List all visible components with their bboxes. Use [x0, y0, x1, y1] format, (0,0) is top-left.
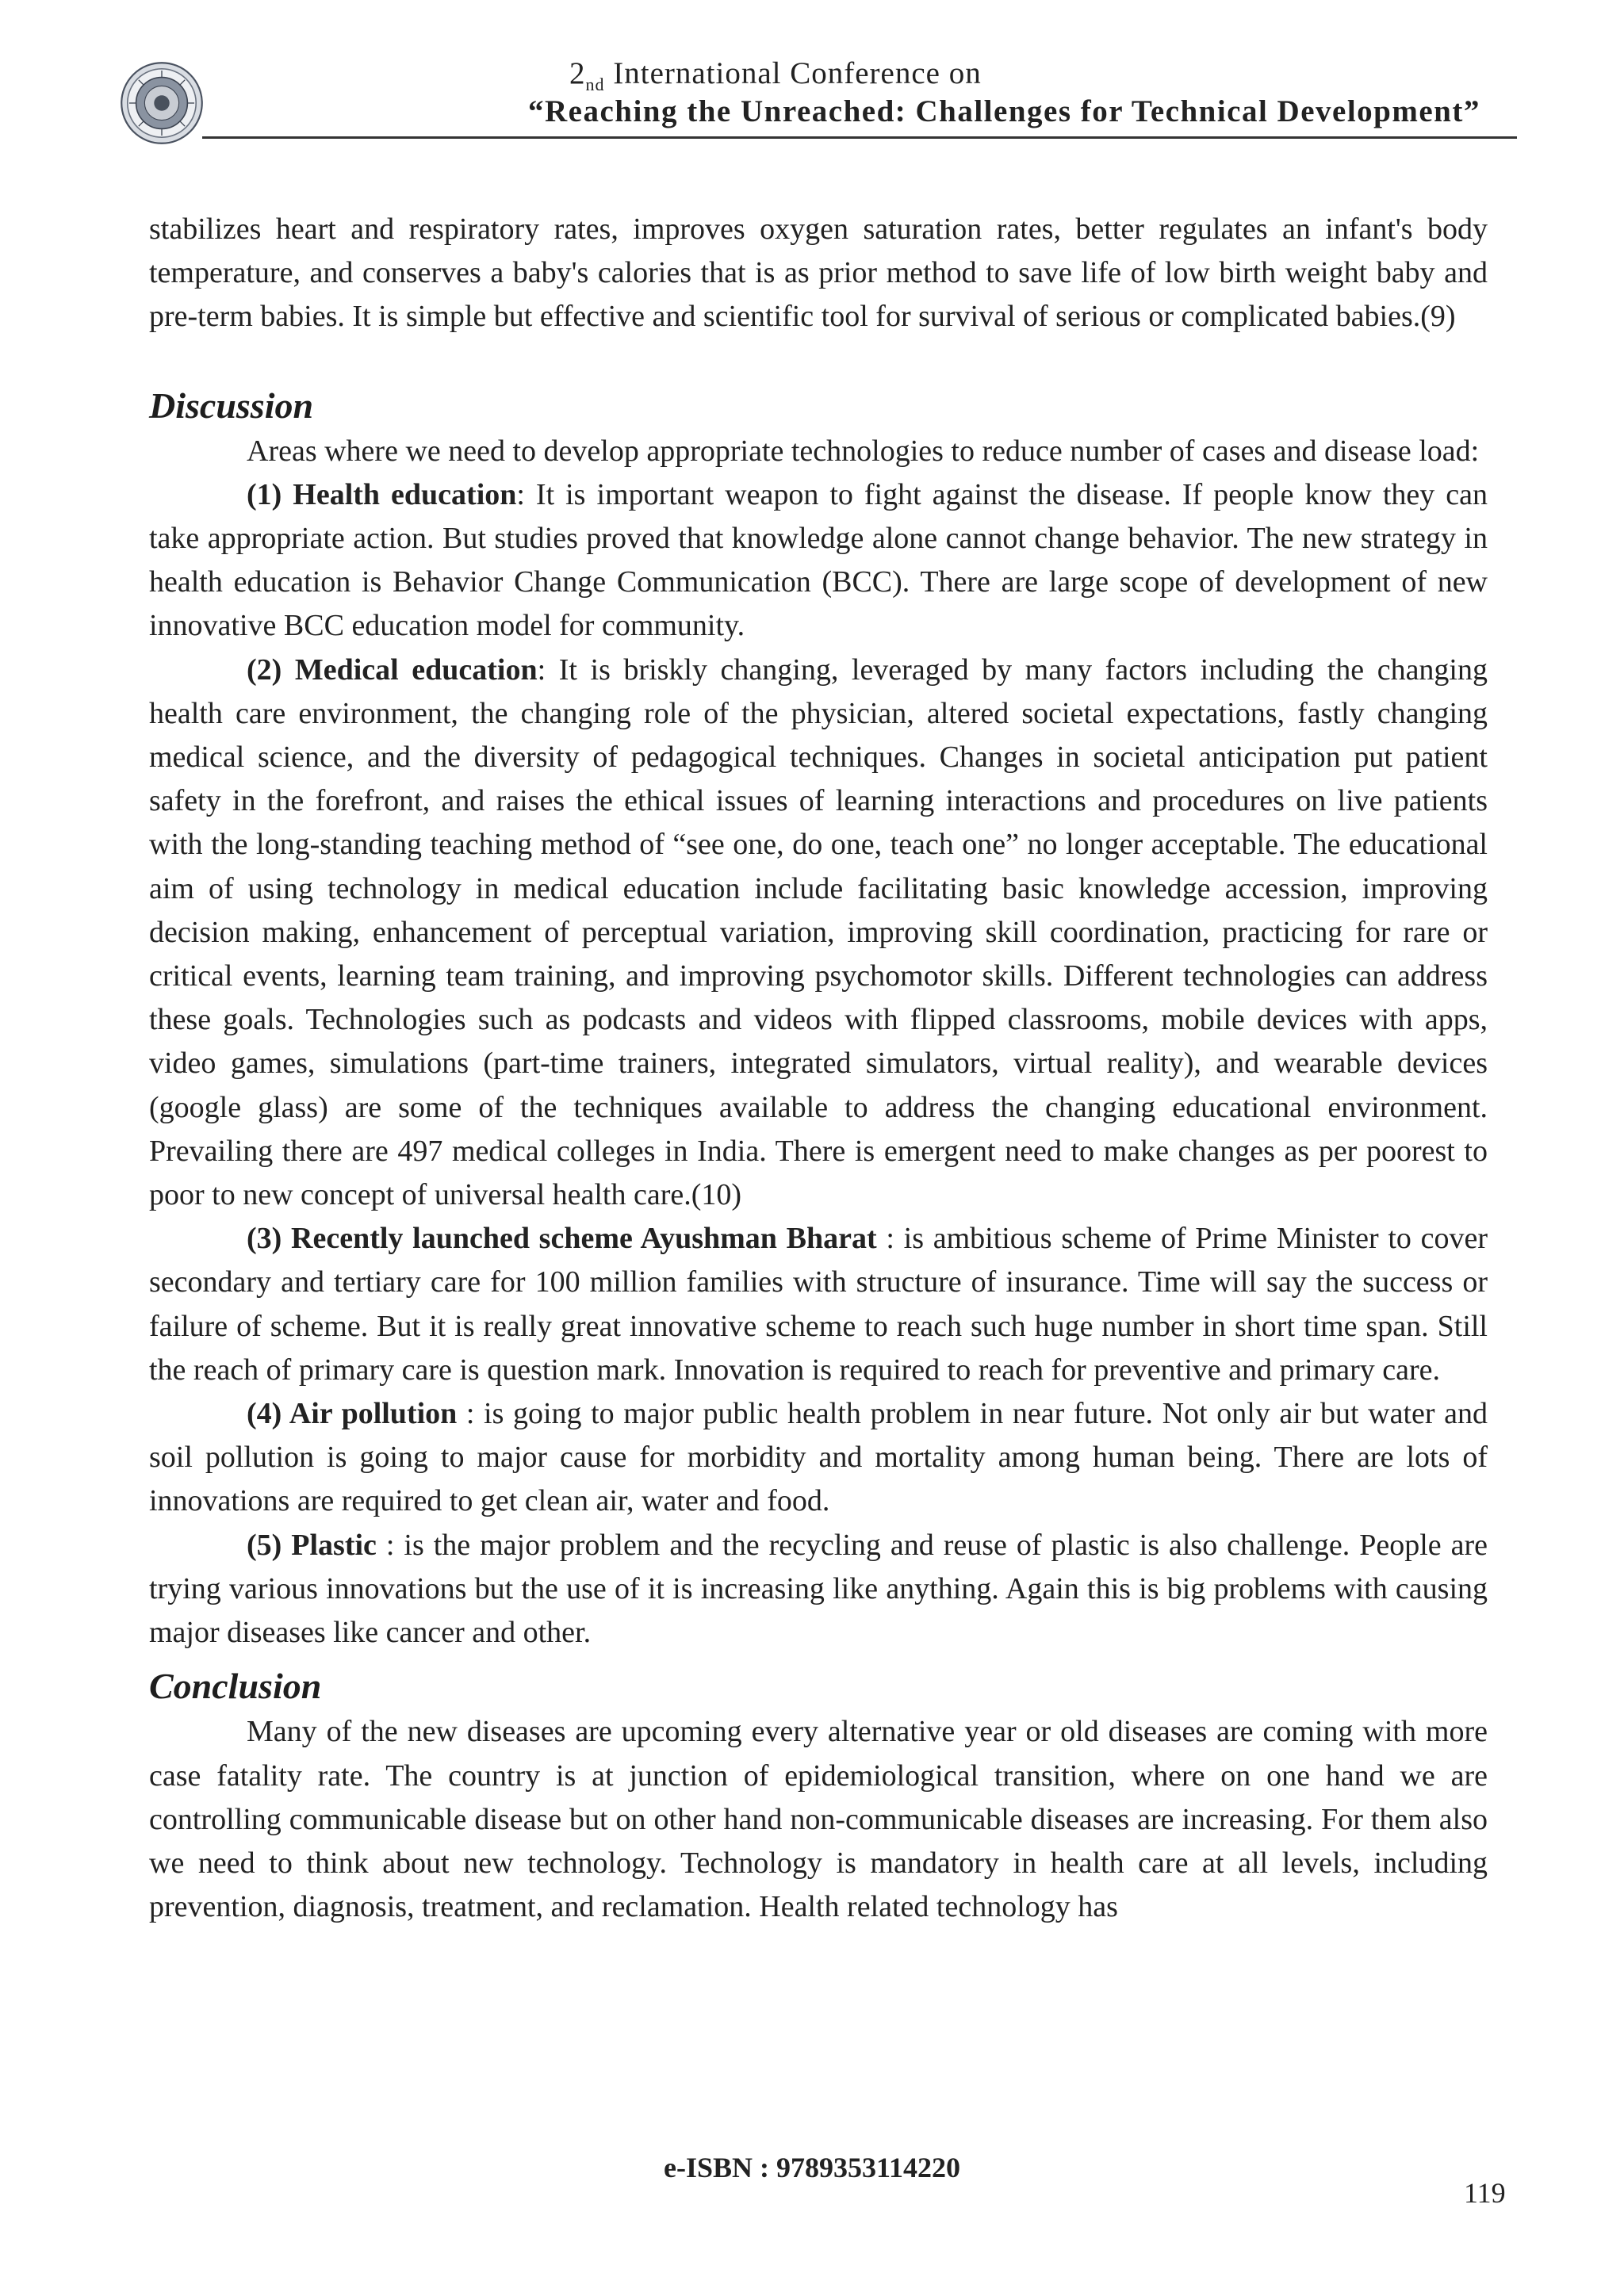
item-title: (3) Recently launched scheme Ayushman Bharat [247, 1222, 877, 1256]
edition-ordinal-suffix: nd [585, 74, 605, 94]
item-title: (4) Air pollution [247, 1397, 458, 1431]
conclusion-heading: Conclusion [149, 1666, 322, 1707]
item-text: : It is important weapon to fight against the disease. If people know they can take appropriate action. But studies proved that knowledge alone cannot change behavior. The new strategy in health education is Behavior Change Communication (BCC). There are large scope of development of new innovative BCC education model for community. [149, 477, 1488, 643]
discussion-item-health-education [149, 473, 1488, 649]
header-divider [202, 136, 1517, 139]
item-text: : is ambitious scheme of Prime Minister to cover secondary and tertiary care for 100 million families with structure of insurance. Time will say the success or failure of scheme. But it is really great innovative scheme to reach such huge number in short time span. Still the reach of primary care is question mark. Innovation is required to reach for preventive and primary care. [149, 1222, 1488, 1387]
intro-paragraph: stabilizes heart and respiratory rates, improves oxygen saturation rates, better regulates an infant's body temperature, and conserves a baby's calories that is as prior method to save life of low birth weight baby and pre-term babies. It is simple but effective and scientific tool for survival of serious or complicated babies.(9) [149, 212, 1488, 334]
conference-seal-icon [119, 60, 205, 146]
discussion-item-medical-education [149, 649, 1488, 1218]
discussion-item-ayushman-bharat [149, 1217, 1488, 1392]
isbn-footer: e-ISBN : 9789353114220 [663, 2152, 960, 2183]
item-title: (5) Plastic [247, 1528, 377, 1562]
page-header [0, 0, 1624, 143]
conclusion-paragraph: Many of the new diseases are upcoming every alternative year or old diseases are coming with more case fatality rate. The country is at junction of epidemiological transition, where on one hand we are controlling communicable disease but on other hand non-communicable diseases are increasing. For them also we need to think about new technology. Technology is mandatory in health care at all levels, including prevention, diagnosis, treatment, and reclamation. Health related technology has [149, 1715, 1488, 1924]
edition-number: 2 [569, 56, 586, 90]
item-text: : is the major problem and the recycling and reuse of plastic is also challenge. People are trying various innovations but the use of it is increasing like anything. Again this is big problems with causing major diseases like cancer and other. [149, 1528, 1488, 1650]
discussion-intro: Areas where we need to develop appropriate technologies to reduce number of cases and disease load: [247, 434, 1480, 468]
discussion-item-plastic [149, 1524, 1488, 1655]
page-number: 119 [1464, 2177, 1506, 2209]
item-title: (2) Medical education [247, 652, 538, 687]
item-text: : It is briskly changing, leveraged by many factors including the changing health care environment, the changing role of the physician, altered societal expectations, fastly changing medical science, and the diversity of pedagogical techniques. Changes in societal anticipation put patient safety in the forefront, and raises the ethical issues of learning interactions and procedures on live patients with the long-standing teaching method of “see one, do one, teach one” no longer acceptable. The educational aim of using technology in medical education include facilitating basic knowledge accession, improving decision making, enhancement of perceptual variation, improving skill coordination, practicing for rare or critical events, learning team training, and improving psychomotor skills. Different technologies can address these goals. Technologies such as podcasts and videos with flipped classrooms, mobile devices with apps, video games, simulations (part-time trainers, integrated simulators, virtual reality), and wearable devices (google glass) are some of the techniques available to address the changing educational environment. Prevailing there are 497 medical colleges in India. There is emergent need to make changes as per poorest to poor to new concept of universal health care.(10) [149, 652, 1488, 1212]
item-text: : is going to major public health problem in near future. Not only air but water and soil pollution is going to major cause for morbidity and mortality among human being. There are lots of innovations are required to get clean air, water and food. [149, 1397, 1488, 1518]
discussion-item-air-pollution [149, 1392, 1488, 1524]
item-title: (1) Health education [247, 477, 517, 511]
conference-theme: “Reaching the Unreached: Challenges for Technical Development” [528, 94, 1480, 128]
conference-name: International Conference on [604, 56, 982, 90]
discussion-heading: Discussion [149, 385, 314, 426]
article-body [149, 208, 1488, 1929]
